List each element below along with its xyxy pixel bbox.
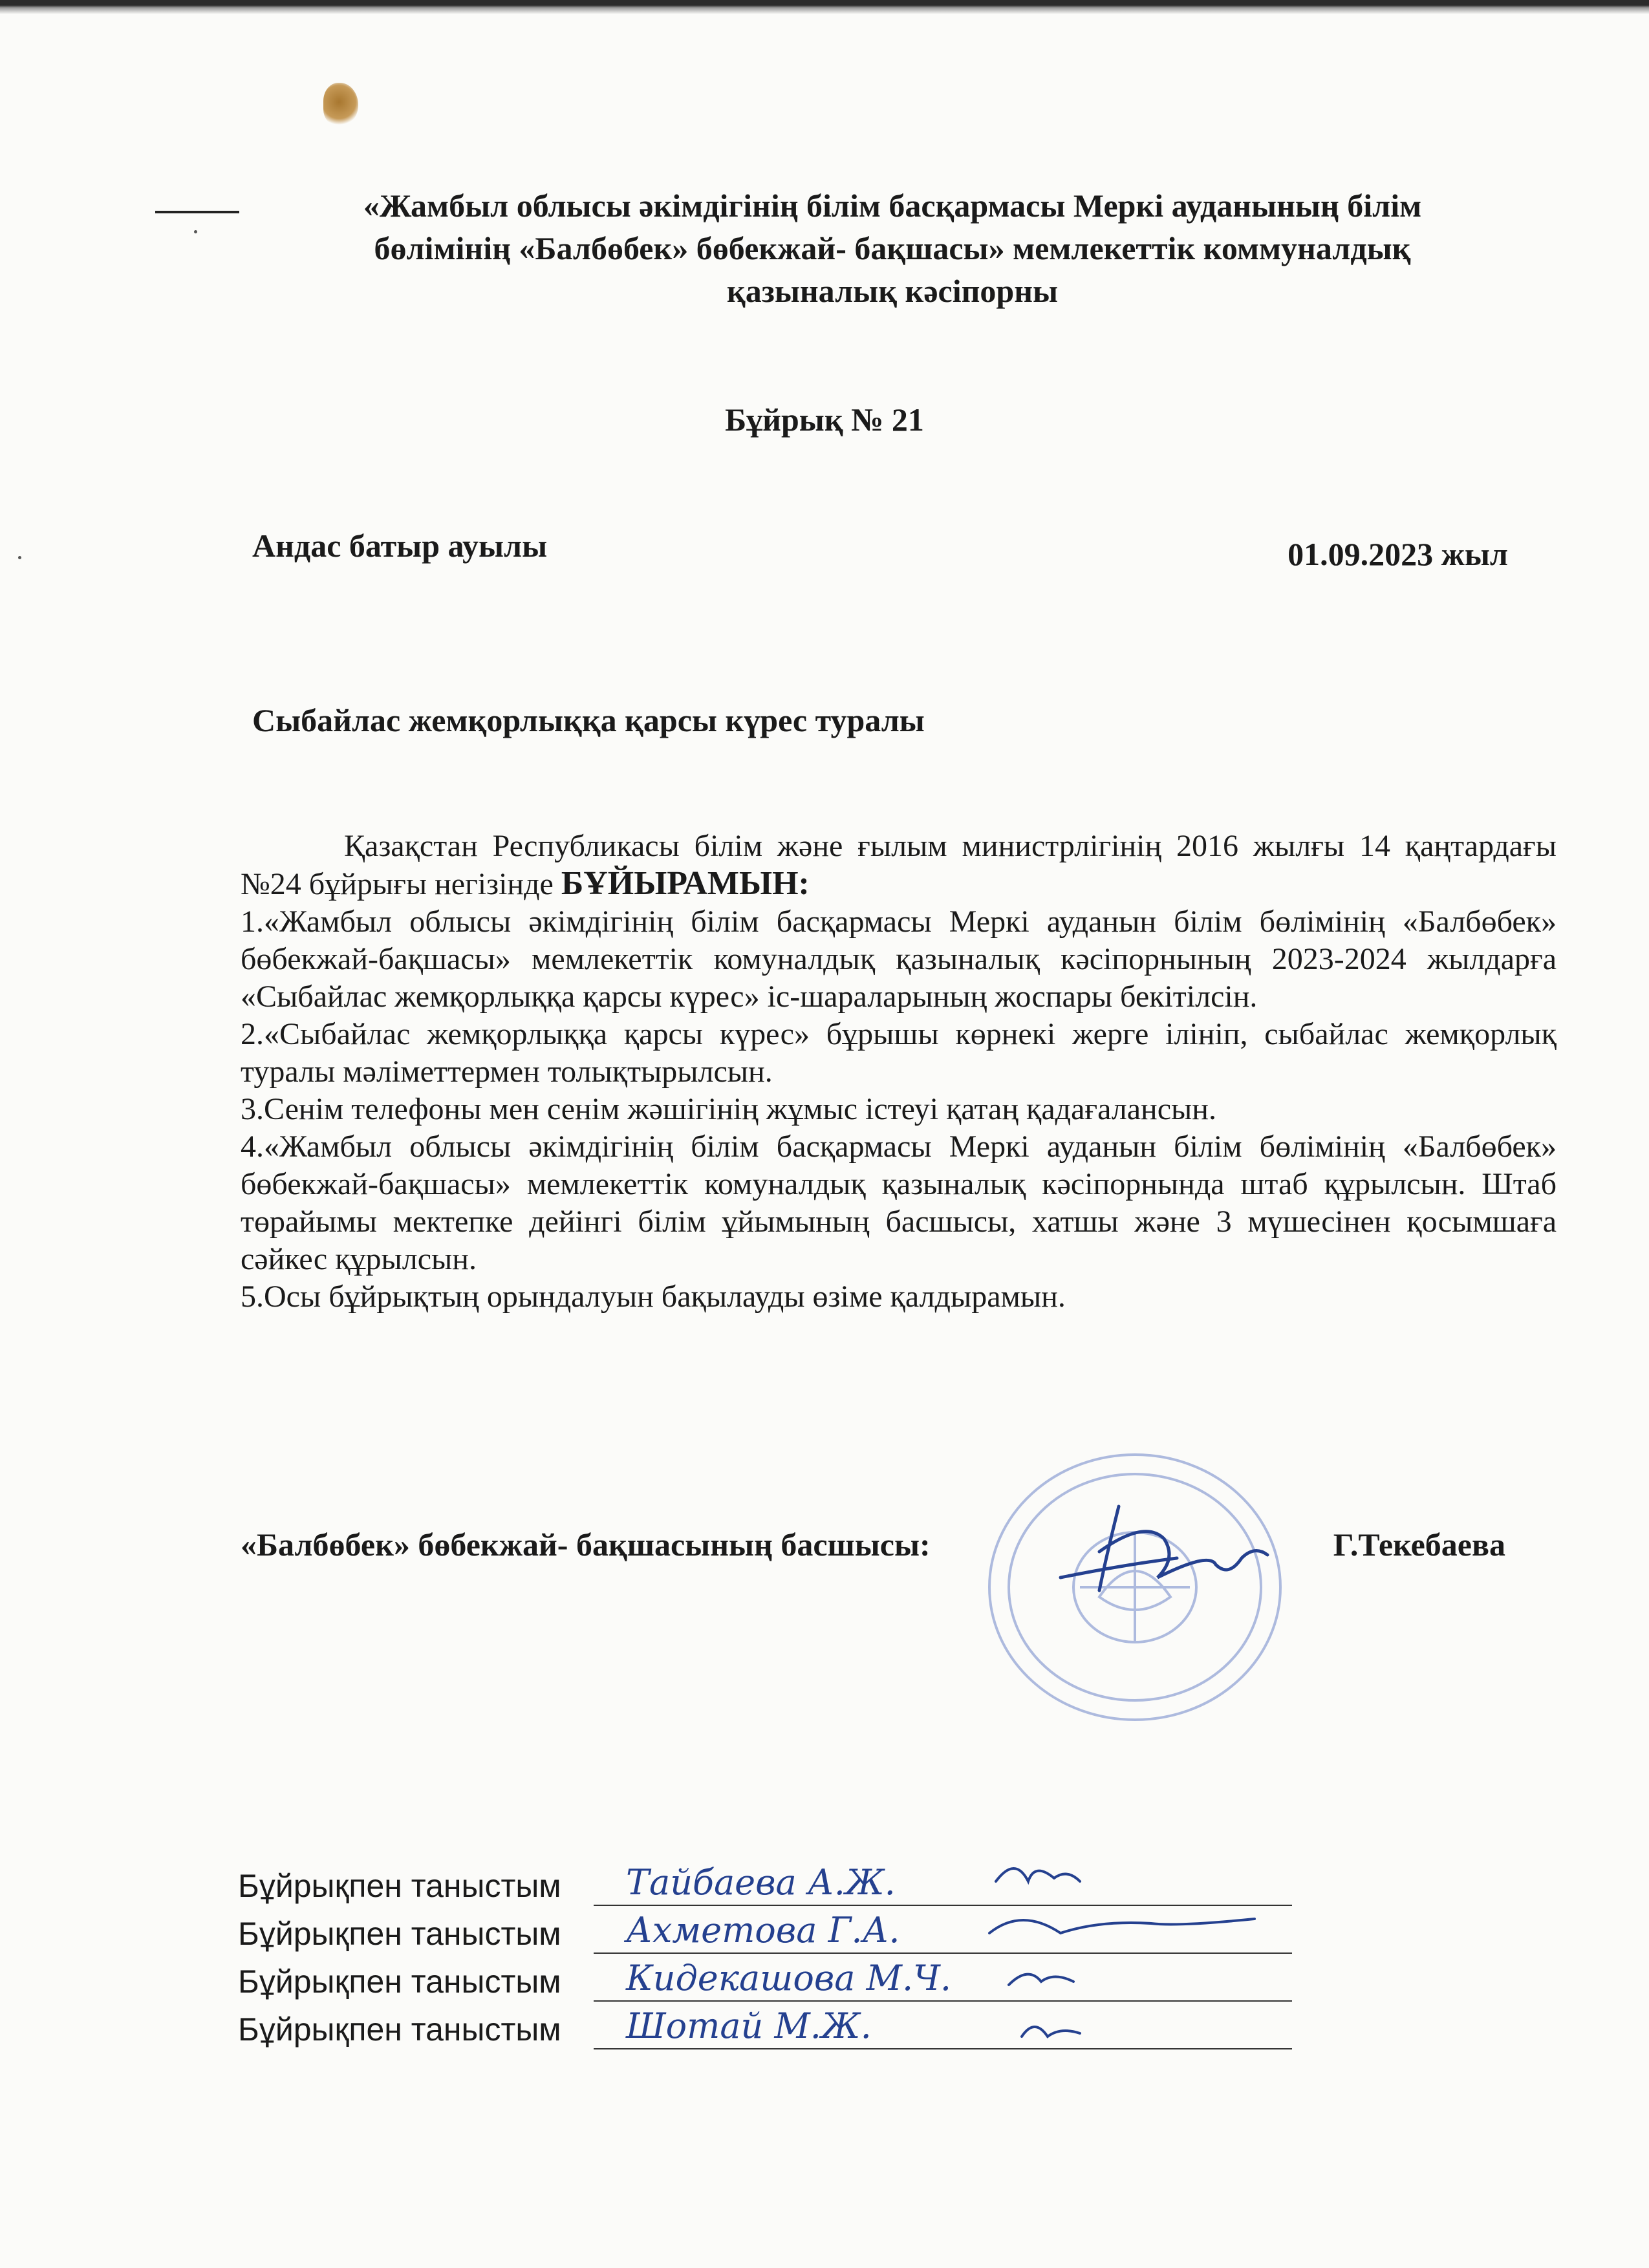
header-line-3: қазыналық кәсіпорны [726,273,1059,309]
order-subject: Сыбайлас жемқорлыққа қарсы күрес туралы [252,702,925,738]
acquaintance-label: Бұйрықпен таныстым [238,2011,561,2048]
acquaintance-label: Бұйрықпен таныстым [238,1916,561,1952]
handwritten-name: Ахметова Г.А. [626,1910,900,1951]
order-intro [241,828,1557,903]
margin-dash [155,211,239,213]
order-body [241,828,1557,1316]
intro-text: Қазақстан Республикасы білім және ғылым министрлігінің 2016 жылғы 14 қаңтардағы №24 бұйрығы негізінде [241,829,1557,901]
acquaintance-signatures [983,1843,1293,2075]
header-line-1: «Жамбыл облысы әкімдігінің білім басқармасы Меркі ауданының білім [363,187,1422,224]
handwritten-name: Кидекашова М.Ч. [626,1958,952,1998]
scan-speck [18,556,21,559]
head-name: Г.Текебаева [1333,1526,1505,1563]
order-item-2: 2.«Сыбайлас жемқорлыққа қарсы күрес» бұрышы көрнекі жерге ілініп, сыбайлас жемқорлық туралы мәліметтермен толықтырылсын. [241,1017,1557,1089]
handwritten-name: Шотай М.Ж. [626,2006,872,2046]
handwritten-name: Тайбаева А.Ж. [626,1862,896,1903]
order-date: 01.09.2023 жыл [1288,536,1508,572]
acquaintance-label: Бұйрықпен таныстым [238,1868,561,1904]
acquaintance-label: Бұйрықпен таныстым [238,1963,561,2000]
order-item-1: 1.«Жамбыл облысы әкімдігінің білім басқармасы Меркі ауданын білім бөлімінің «Балбөбек» бөбекжай-бақшасы» мемлекеттік комуналдық қазыналық кәсіпорнының 2023-2024 жылдарға «Сыбайлас жемқорлыққа қарсы күрес» іс-шараларының жоспары бекітілсін. [241,904,1557,1014]
header-line-2: бөлімінің «Балбөбек» бөбекжай- бақшасы» мемлекеттік коммуналдық [374,230,1411,266]
paper-stain [323,83,358,125]
order-item-3: 3.Сенім телефоны мен сенім жәшігінің жұмыс істеуі қатаң қадағалансын. [241,1092,1216,1126]
head-signature-label: «Балбөбек» бөбекжай- бақшасының басшысы: [241,1526,931,1563]
order-title: Бұйрық № 21 [725,401,924,438]
scan-speck [194,230,197,233]
intro-command: БҰЙЫРАМЫН: [561,865,810,902]
scan-edge-shadow [0,0,1649,14]
order-item-5: 5.Осы бұйрықтың орындалуын бақылауды өзіме қалдырамын. [241,1279,1066,1314]
institution-header [246,184,1539,312]
head-signature [1048,1481,1280,1610]
place-name: Андас батыр ауылы [252,528,548,564]
order-item-4: 4.«Жамбыл облысы әкімдігінің білім басқармасы Меркі ауданын білім бөлімінің «Балбөбек» бөбекжай-бақшасы» мемлекеттік комуналдық қазыналық кәсіпорнында штаб құрылсын. Штаб төрайымы мектепке дейінгі білім ұйымының басшысы, хатшы және 3 мүшесінен қосымшаға сәйкес құрылсын. [241,1129,1557,1276]
